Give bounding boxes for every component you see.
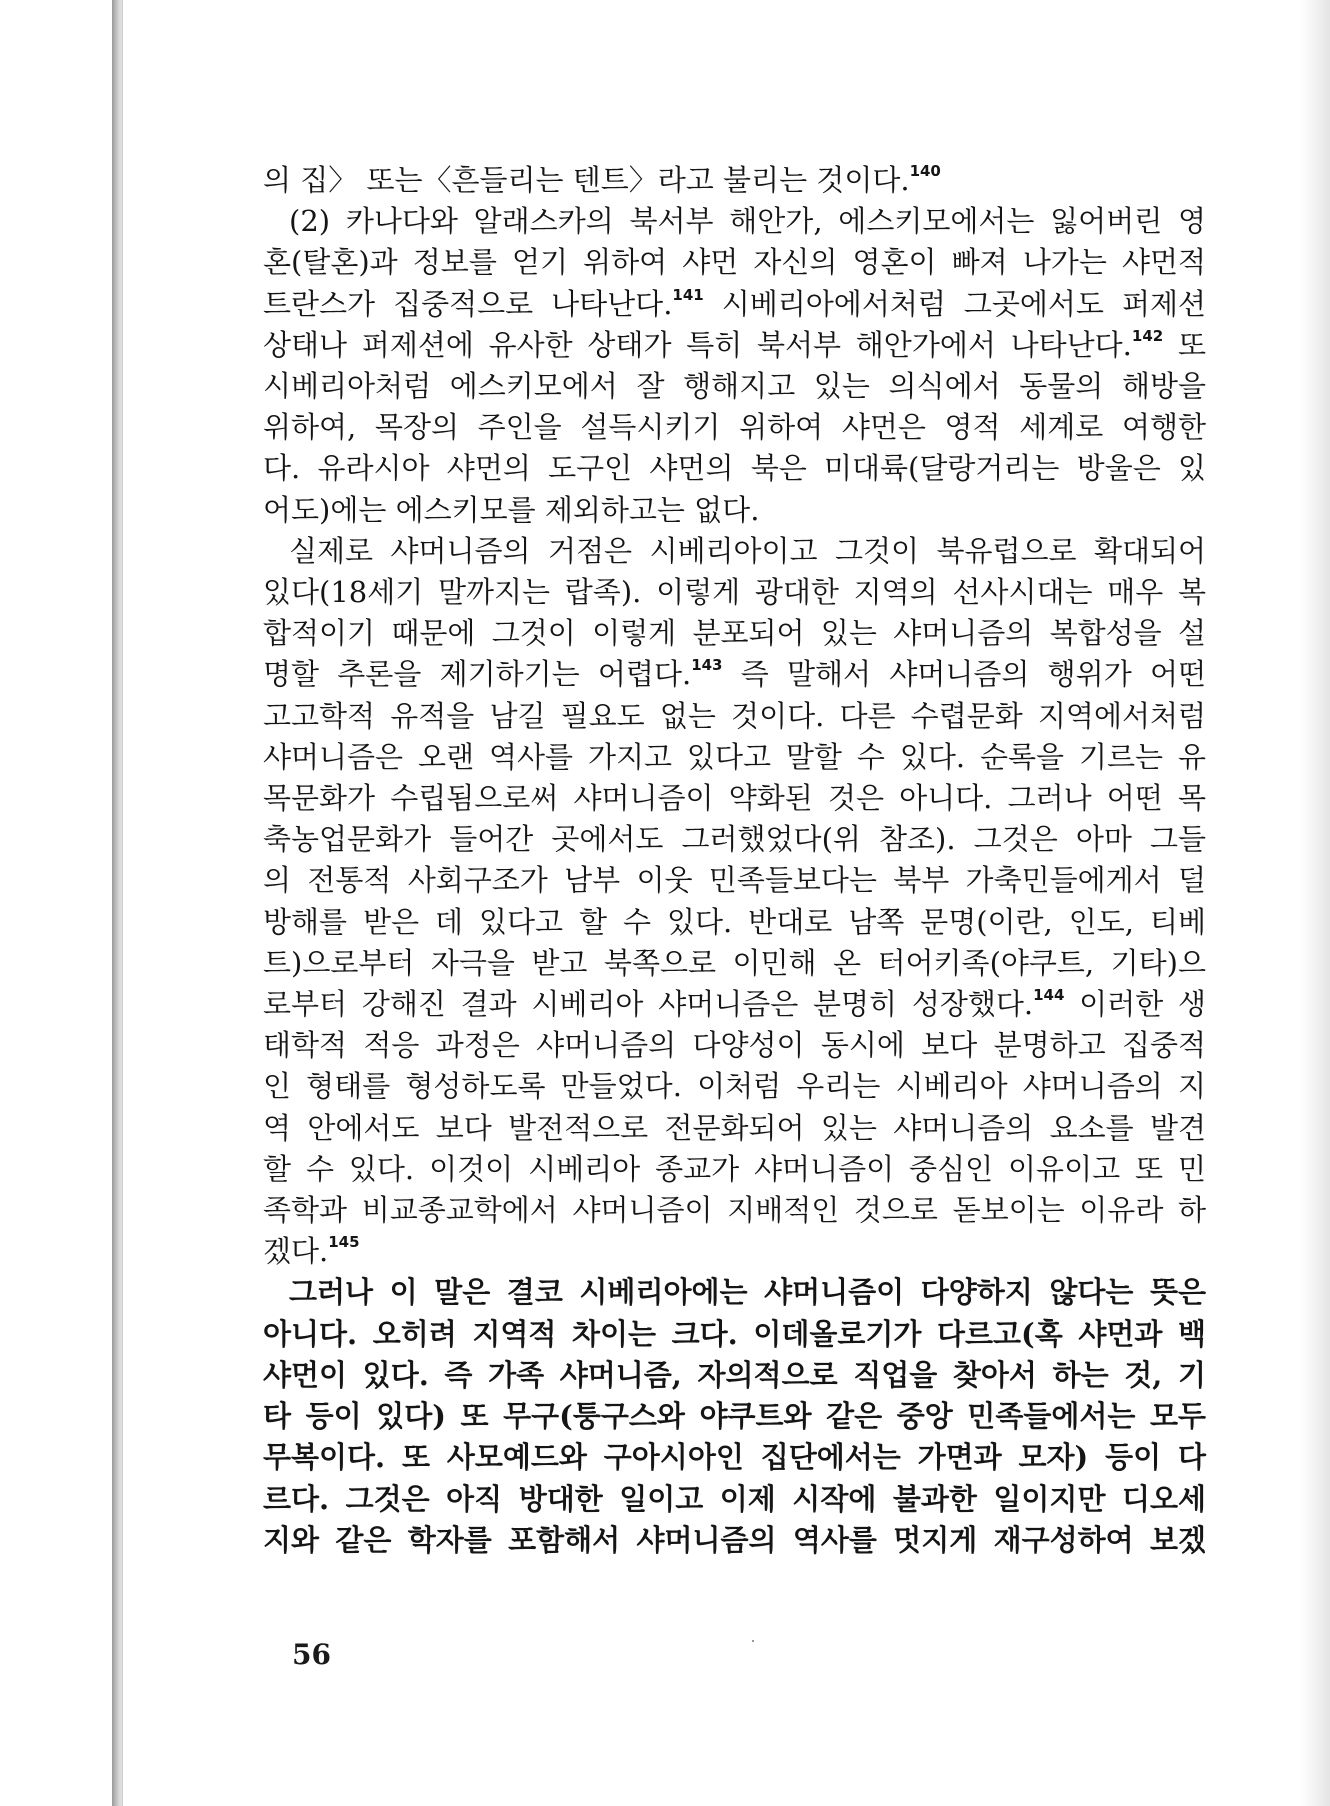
text-line: 로부터 강해진 결과 시베리아 샤머니즘은 분명히 성장했다.$^{144}$ 이러한 생 (263, 986, 1206, 1022)
text-line: 실제로 샤머니즘의 거점은 시베리아이고 그것이 북유럽으로 확대되어 (289, 533, 1206, 568)
text-line: 샤먼이 있다. 즉 가족 샤머니즘, 자의적으로 직업을 찾아서 하는 것, 기 (263, 1357, 1206, 1392)
footnote-ref: 140 (909, 162, 941, 180)
text-line: 의 전통적 사회구조가 남부 이웃 민족들보다는 북부 가축민들에게서 덜 (263, 863, 1206, 898)
text-line: 할 수 있다. 이것이 시베리아 종교가 샤머니즘이 중심인 이유이고 또 민 (263, 1151, 1206, 1186)
text-line: 트란스가 집중적으로 나타난다.$^{141}$ 시베리아에서처럼 그곳에서도 퍼제션 (263, 285, 1206, 321)
text-line: 태학적 적응 과정은 샤머니즘의 다양성이 동시에 보다 분명하고 집중적 (263, 1028, 1206, 1063)
scan-speck (752, 1640, 754, 1642)
text-line: 아니다. 오히려 지역적 차이는 크다. 이데올로기가 다르고(혹 샤먼과 백 (263, 1316, 1206, 1351)
text-line: 트)으로부터 자극을 받고 북쪽으로 이민해 온 터어키족(야쿠트, 기타)으 (263, 945, 1206, 980)
text-line: 무복이다. 또 사모예드와 구아시아인 집단에서는 가면과 모자) 등이 다 (263, 1440, 1206, 1475)
text-line: 타 등이 있다) 또 무구(퉁구스와 야쿠트와 같은 중앙 민족들에서는 모두 (263, 1399, 1206, 1434)
text-line: 고고학적 유적을 남길 필요도 없는 것이다. 다른 수렵문화 지역에서처럼 (263, 698, 1206, 733)
footnote-ref: 143 (691, 656, 723, 675)
text-line: 샤머니즘은 오랜 역사를 가지고 있다고 말할 수 있다. 순록을 기르는 유 (263, 739, 1206, 774)
paragraph-4 (263, 1272, 1206, 1560)
text-line: 혼(탈혼)과 정보를 얻기 위하여 샤먼 자신의 영혼이 빠져 나가는 샤먼적 (263, 245, 1206, 280)
text-line: 족학과 비교종교학에서 샤머니즘이 지배적인 것으로 돋보이는 이유라 하 (263, 1193, 1206, 1228)
text-line: 목문화가 수립됨으로써 샤머니즘이 약화된 것은 아니다. 그러나 어떤 목 (263, 781, 1206, 816)
footnote-ref: 145 (328, 1233, 360, 1252)
text-line: 축농업문화가 들어간 곳에서도 그러했었다(위 참조). 그것은 아마 그들 (263, 822, 1206, 857)
paragraph-3 (263, 531, 1206, 1273)
text-line: 방해를 받은 데 있다고 할 수 있다. 반대로 남쪽 문명(이란, 인도, 티베 (263, 904, 1206, 939)
footnote-ref: 142 (1131, 326, 1164, 345)
paragraph-1 (263, 160, 1206, 201)
page-right-edge (1300, 0, 1330, 1806)
text-line: 시베리아처럼 에스키모에서 잘 행해지고 있는 의식에서 동물의 해방을 (263, 369, 1206, 404)
text-line: 역 안에서도 보다 발전적으로 전문화되어 있는 샤머니즘의 요소를 발견 (263, 1110, 1206, 1145)
body-text (263, 160, 1206, 1561)
text-line: 합적이기 때문에 그것이 이렇게 분포되어 있는 샤머니즘의 복합성을 설 (263, 616, 1206, 651)
text-line: 그러나 이 말은 결코 시베리아에는 샤머니즘이 다양하지 않다는 뜻은 (289, 1275, 1206, 1310)
footnote-ref: 144 (1033, 986, 1065, 1005)
text-line: 명할 추론을 제기하기는 어렵다.$^{143}$ 즉 말해서 샤머니즘의 행위가 어떤 (263, 656, 1206, 692)
text-line: 지와 같은 학자를 포함해서 샤머니즘의 역사를 멋지게 재구성하여 보겠 (263, 1522, 1206, 1557)
page-number: 56 (292, 1638, 331, 1671)
text-line: 다. 유라시아 샤먼의 도구인 샤먼의 북은 미대륙(달랑거리는 방울은 있 (263, 451, 1206, 486)
text-line: 의 집〉 또는〈흔들리는 텐트〉라고 불리는 것이다.$^{140}$ (263, 162, 941, 197)
text-line: 상태나 퍼제션에 유사한 상태가 특히 북서부 해안가에서 나타난다.$^{142}$ 또 (263, 326, 1206, 362)
text-line: 인 형태를 형성하도록 만들었다. 이처럼 우리는 시베리아 샤머니즘의 지 (263, 1069, 1206, 1104)
text-line: 어도)에는 에스키모를 제외하고는 없다. (263, 492, 760, 527)
text-line: 겠다.$^{145}$ (263, 1233, 360, 1269)
text-line: 위하여, 목장의 주인을 설득시키기 위하여 샤먼은 영적 세계로 여행한 (263, 410, 1206, 445)
text-line: (2) 카나다와 알래스카의 북서부 해안가, 에스키모에서는 잃어버린 영 (289, 204, 1206, 239)
text-line: 르다. 그것은 아직 방대한 일이고 이제 시작에 불과한 일이지만 디오세 (263, 1481, 1206, 1516)
text-line: 있다(18세기 말까지는 랍족). 이렇게 광대한 지역의 선사시대는 매우 복 (263, 575, 1206, 610)
paragraph-2 (263, 201, 1206, 531)
footnote-ref: 141 (672, 285, 704, 304)
